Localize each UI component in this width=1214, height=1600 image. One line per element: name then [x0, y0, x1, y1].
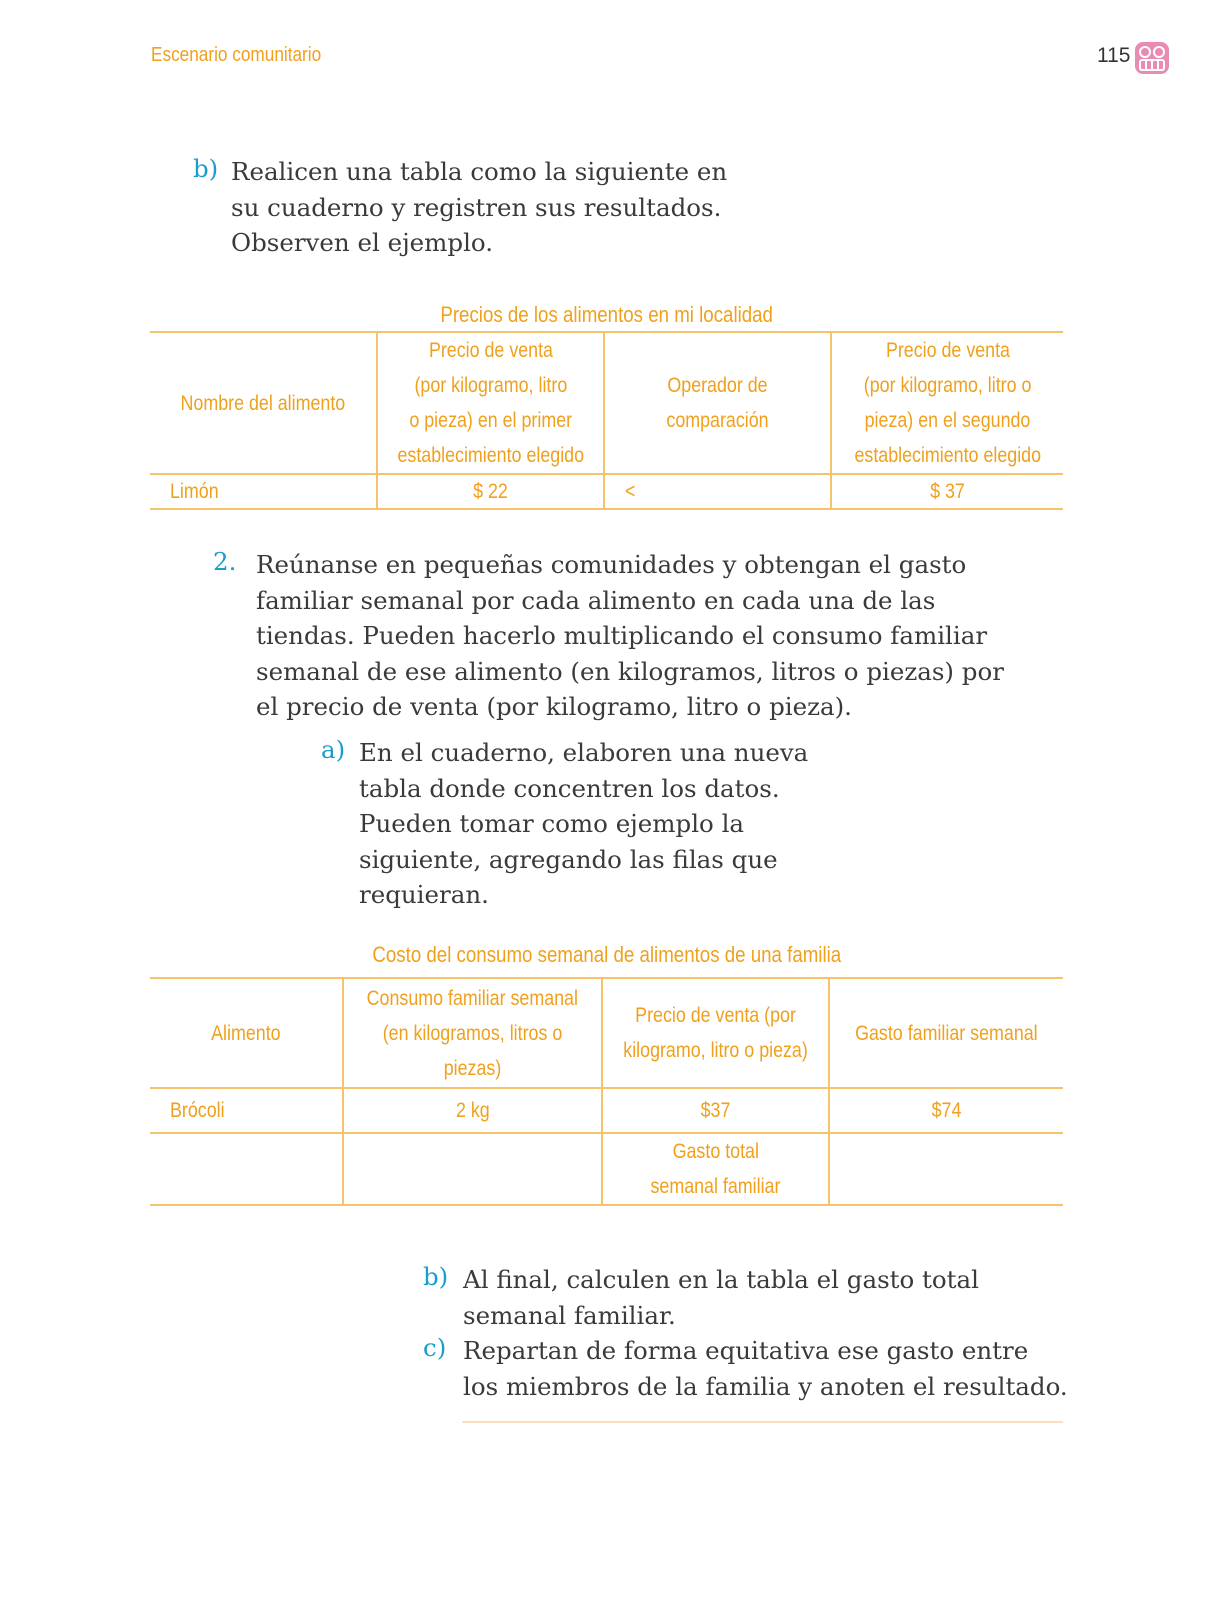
table2-header-cell [602, 978, 829, 1088]
text-line: su cuaderno y registren sus resultados. [231, 192, 722, 222]
text-line: Repartan de forma equitativa ese gasto entre [463, 1336, 1029, 1365]
table-cell [343, 1133, 602, 1205]
header-line: Precio de venta (por [635, 1004, 796, 1027]
total-label-line: semanal familiar [650, 1175, 781, 1198]
text-line: familiar semanal por cada alimento en cada una de las [256, 585, 936, 615]
table-cell [150, 1088, 343, 1133]
table1-header-row [150, 332, 1063, 474]
table2-header-cell [150, 978, 343, 1088]
answer-line [462, 1421, 1063, 1423]
total-label-line: Gasto total [672, 1140, 759, 1163]
header-line: establecimiento elegido [397, 444, 584, 467]
table-cell [831, 474, 1063, 509]
header-line: o pieza) en el primer [409, 409, 572, 432]
instruction-2c [463, 1333, 1068, 1404]
table-cell [150, 1133, 343, 1205]
table1-header-cell [377, 332, 604, 474]
cell-text: 2 kg [455, 1098, 490, 1122]
header-line: establecimiento elegido [854, 444, 1041, 467]
table2-title-text: Costo del consumo semanal de alimentos de una familia [372, 942, 841, 967]
table2-title [150, 942, 1063, 968]
header-line: Precio de venta [885, 339, 1010, 362]
table-cell [829, 1088, 1063, 1133]
text-line: En el cuaderno, elaboren una nueva [359, 738, 809, 767]
table-cell [829, 1133, 1063, 1205]
instruction-b [231, 154, 727, 261]
instruction-2 [256, 547, 1004, 725]
item-marker: b) [423, 1262, 449, 1291]
table2-header-cell [829, 978, 1063, 1088]
table1-header-cell [150, 332, 377, 474]
pre-hispanic-glyph-icon [1134, 41, 1170, 75]
header-line: Alimento [211, 1021, 281, 1045]
instruction-2b [463, 1262, 979, 1333]
item-marker: a) [321, 735, 346, 764]
table2-header-row [150, 978, 1063, 1088]
section-title: Escenario comunitario [151, 44, 322, 66]
text-line: el precio de venta (por kilogramo, litro o pieza). [256, 692, 852, 721]
cell-text: $37 [700, 1098, 731, 1122]
cell-text: $ 22 [473, 479, 508, 503]
page-number: 115 [1097, 44, 1131, 67]
header-line: (en kilogramos, litros o piezas) [382, 1021, 563, 1080]
table-cell [377, 474, 604, 509]
header-line: Consumo familiar semanal [366, 986, 579, 1010]
cell-text: < [625, 479, 636, 503]
cell-text: Limón [170, 479, 219, 503]
text-line: tabla donde concentren los datos. [359, 773, 780, 803]
header-line: Gasto familiar semanal [855, 1021, 1038, 1045]
header-line: kilogramo, litro o pieza) [623, 1039, 808, 1062]
total-row [150, 1133, 1063, 1205]
header-line: pieza) en el segundo [864, 409, 1031, 432]
header-line: (por kilogramo, litro o [863, 374, 1032, 397]
table-row [150, 1088, 1063, 1133]
table-cell [602, 1088, 829, 1133]
item-marker: 2. [213, 547, 237, 576]
cell-text: $74 [931, 1098, 962, 1122]
cell-text: $ 37 [930, 479, 965, 503]
prices-table [150, 331, 1063, 510]
item-marker: b) [193, 154, 219, 183]
item-marker: c) [423, 1333, 447, 1362]
table-cell [150, 474, 377, 509]
text-line: semanal de ese alimento (en kilogramos, litros o piezas) por [256, 656, 1004, 686]
table-row [150, 474, 1063, 509]
text-line: Reúnanse en pequeñas comunidades y obtengan el gasto [256, 550, 967, 579]
table1-header-cell [831, 332, 1063, 474]
header-line: Nombre del alimento [180, 391, 346, 415]
cell-text: Brócoli [170, 1098, 225, 1122]
text-line: Observen el ejemplo. [231, 228, 494, 257]
header-line: (por kilogramo, litro [414, 374, 567, 397]
table2-header-cell [343, 978, 602, 1088]
text-line: Realicen una tabla como la siguiente en [231, 157, 728, 186]
instruction-2a [359, 735, 808, 913]
text-line: Pueden tomar como ejemplo la [359, 809, 745, 838]
table1-header-cell [604, 332, 831, 474]
table-cell [343, 1088, 602, 1133]
text-line: Al final, calculen en la tabla el gasto total [463, 1265, 979, 1294]
text-line: requieran. [359, 880, 489, 909]
table1-title [150, 302, 1063, 328]
text-line: los miembros de la familia y anoten el resultado. [463, 1371, 1068, 1401]
header-line: Precio de venta [428, 339, 553, 362]
text-line: siguiente, agregando las filas que [359, 844, 778, 874]
weekly-cost-table [150, 977, 1063, 1206]
text-line: semanal familiar. [463, 1300, 676, 1330]
table1-title-text: Precios de los alimentos en mi localidad [440, 302, 773, 327]
total-label-cell [602, 1133, 829, 1205]
table-cell [604, 474, 831, 509]
text-line: tiendas. Pueden hacerlo multiplicando el consumo familiar [256, 621, 988, 650]
header-line: Operador de comparación [666, 374, 769, 432]
